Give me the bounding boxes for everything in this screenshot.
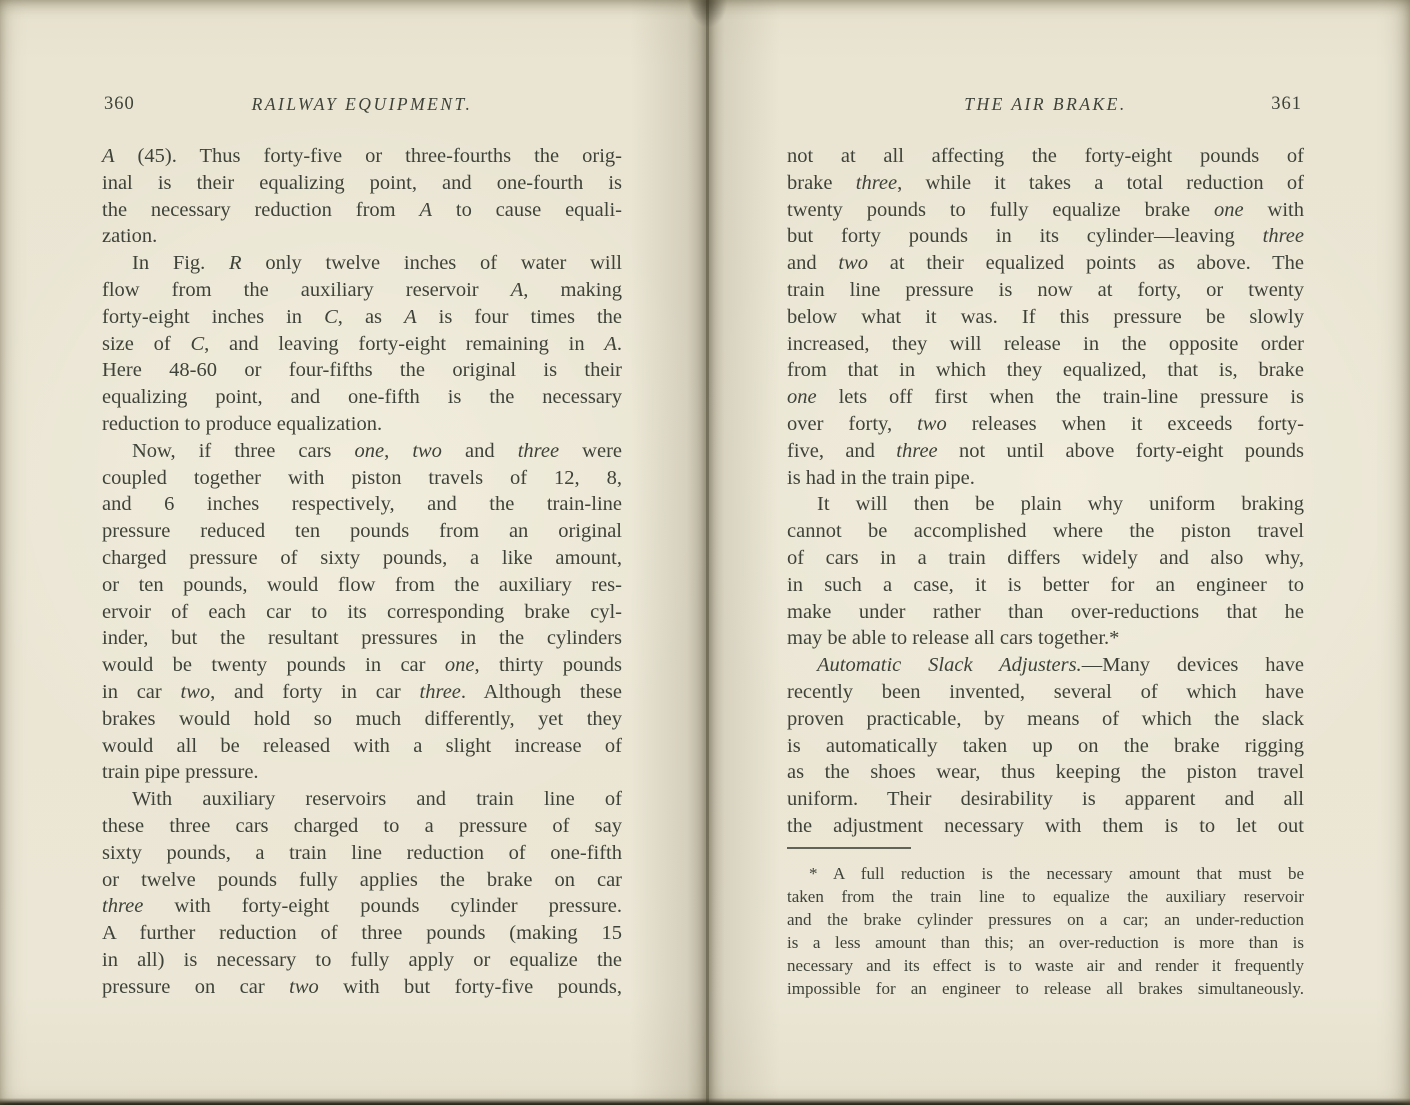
text-line: necessary and its effect is to waste air and render it frequently — [787, 955, 1304, 975]
text-line: cannot be accomplished where the piston travel — [787, 520, 1304, 543]
text-line: forty-eight inches in C, as A is four times the — [102, 305, 623, 328]
text-line: charged pressure of sixty pounds, a like amount, — [102, 546, 622, 569]
text-line: may be able to release all cars together.* — [787, 627, 1120, 650]
text-line: and the brake cylinder pressures on a car; an under-reduction — [787, 909, 1304, 929]
text-line: It will then be plain why uniform braking — [817, 493, 1304, 516]
text-line: sixty pounds, a train line reduction of one-fifth — [102, 841, 622, 864]
text-line: or twelve pounds fully applies the brake on car — [102, 868, 622, 891]
right-page — [787, 94, 1304, 1000]
text-line: Now, if three cars one, two and three were — [132, 439, 622, 462]
text-line: twenty pounds to fully equalize brake one with — [787, 198, 1304, 221]
text-line: is a less amount than this; an over-reduction is more than is — [787, 932, 1304, 952]
text-line: * A full reduction is the necessary amount that must be — [809, 863, 1304, 883]
text-line: equalizing point, and one-fifth is the necessary — [102, 386, 622, 409]
text-line: inal is their equalizing point, and one-fourth is — [102, 171, 622, 194]
right-page-number: 361 — [1271, 94, 1302, 114]
text-line: and two at their equalized points as above. The — [787, 252, 1304, 275]
footnote — [787, 862, 1304, 1000]
text-line: would all be released with a slight increase of — [102, 734, 622, 757]
text-line: proven practicable, by means of which the slack — [787, 707, 1304, 730]
text-line: A (45). Thus forty-five or three-fourths the orig- — [102, 145, 622, 167]
text-line: would be twenty pounds in car one, thirty pounds — [102, 654, 622, 677]
text-line: brake three, while it takes a total reduction of — [787, 171, 1304, 194]
text-line: and 6 inches respectively, and the train-line — [102, 493, 622, 516]
text-line: is had in the train pipe. — [787, 466, 975, 489]
left-running-head: RAILWAY EQUIPMENT. — [251, 94, 473, 114]
text-line: train line pressure is now at forty, or twenty — [787, 278, 1304, 301]
text-line: In Fig. R only twelve inches of water will — [132, 252, 622, 275]
text-line: over forty, two releases when it exceeds forty- — [787, 412, 1304, 435]
text-line: of cars in a train differs widely and also why, — [787, 546, 1304, 569]
text-line: pressure on car two with but forty-five pounds, — [102, 975, 622, 998]
text-line: pressure reduced ten pounds from an original — [102, 520, 622, 543]
right-page-body — [787, 143, 1304, 840]
text-line: but forty pounds in its cylinder—leaving three — [787, 225, 1304, 248]
text-line: in car two, and forty in car three. Although these — [102, 680, 623, 703]
text-line: With auxiliary reservoirs and train line of — [132, 788, 622, 811]
text-line: coupled together with piston travels of 12, 8, — [102, 466, 622, 489]
left-page-number: 360 — [104, 94, 135, 114]
text-line: inder, but the resultant pressures in the cylinders — [102, 627, 622, 650]
text-line: or ten pounds, would flow from the auxiliary res- — [102, 573, 622, 596]
text-line: in such a case, it is better for an engineer to — [787, 573, 1304, 596]
text-line: these three cars charged to a pressure of say — [102, 814, 622, 837]
text-line: the adjustment necessary with them is to let out — [787, 814, 1304, 837]
text-line: flow from the auxiliary reservoir A, making — [102, 278, 622, 301]
book-gutter-top-notch — [688, 0, 728, 28]
text-line: uniform. Their desirability is apparent and all — [787, 788, 1304, 811]
book-gutter-line — [706, 0, 709, 1105]
text-line: impossible for an engineer to release all brakes simultaneously. — [787, 978, 1304, 998]
text-line: size of C, and leaving forty-eight remaining in A. — [102, 332, 622, 355]
text-line: zation. — [102, 225, 158, 248]
text-line: ervoir of each car to its corresponding brake cyl- — [102, 600, 622, 623]
text-line: not at all affecting the forty-eight pounds of — [787, 145, 1304, 167]
left-page — [102, 94, 622, 1001]
text-line: A further reduction of three pounds (making 15 — [102, 922, 622, 945]
right-running-head: THE AIR BRAKE. — [964, 94, 1127, 114]
text-line: from that in which they equalized, that is, brake — [787, 359, 1304, 382]
left-page-header — [102, 94, 622, 143]
text-line: train pipe pressure. — [102, 761, 259, 784]
text-line: make under rather than over-reductions that he — [787, 600, 1304, 623]
text-line: below what it was. If this pressure be slowly — [787, 305, 1304, 328]
scan-edge-bottom — [0, 1098, 1410, 1105]
text-line: reduction to produce equalization. — [102, 412, 383, 435]
text-line: the necessary reduction from A to cause equali- — [102, 198, 622, 221]
text-line: is automatically taken up on the brake rigging — [787, 734, 1304, 757]
text-line: brakes would hold so much differently, yet they — [102, 707, 622, 730]
text-line: increased, they will release in the opposite order — [787, 332, 1304, 355]
text-line: one lets off first when the train-line pressure is — [787, 386, 1304, 409]
right-page-header — [787, 94, 1304, 143]
text-line: taken from the train line to equalize the auxiliary reservoir — [787, 886, 1304, 906]
left-page-body — [102, 143, 622, 1001]
book-gutter-shadow — [630, 0, 780, 1105]
footnote-separator — [787, 847, 911, 849]
text-line: in all) is necessary to fully apply or equalize the — [102, 948, 622, 971]
text-line: recently been invented, several of which have — [787, 680, 1304, 703]
text-line: as the shoes wear, thus keeping the piston travel — [787, 761, 1304, 784]
text-line: Automatic Slack Adjusters.—Many devices have — [817, 654, 1305, 677]
text-line: Here 48-60 or four-fifths the original is their — [102, 359, 622, 382]
text-line: three with forty-eight pounds cylinder pressure. — [102, 895, 622, 918]
text-line: five, and three not until above forty-eight pounds — [787, 439, 1304, 462]
